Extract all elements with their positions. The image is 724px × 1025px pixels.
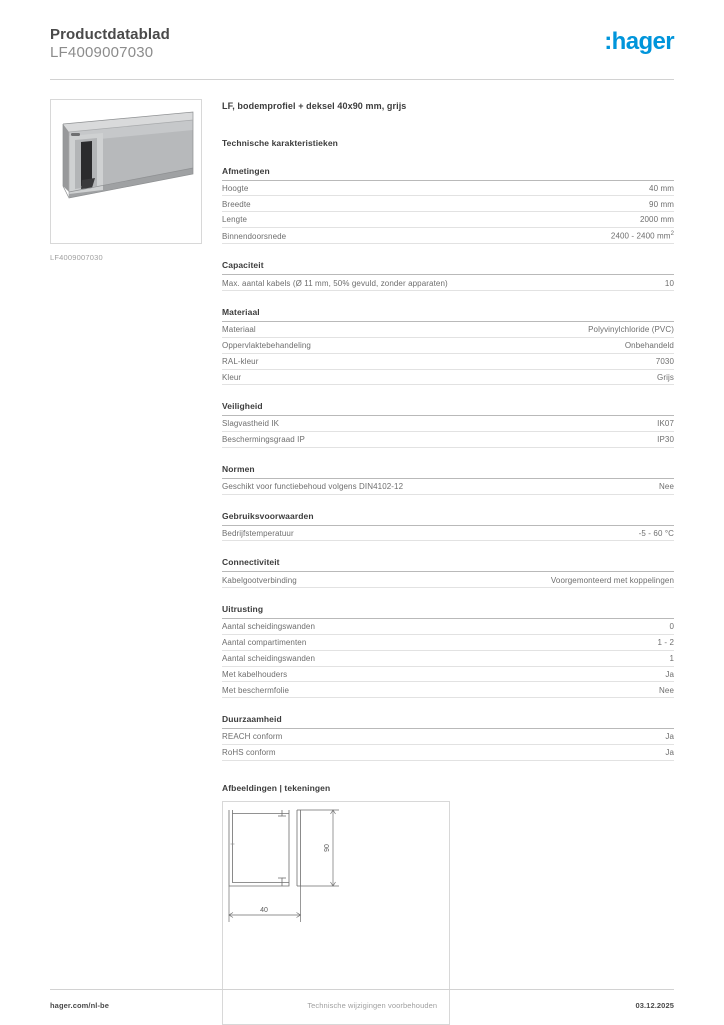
page-header [50,0,674,63]
spec-value: 1 - 2 [657,638,674,648]
spec-value-superscript: 2 [670,231,674,238]
spec-section [222,464,674,495]
spec-label: Geschikt voor functiebehoud volgens DIN4102-12 [222,482,404,492]
page-title: Productdatablad [50,26,170,43]
spec-value: -5 - 60 °C [638,528,674,538]
footer-disclaimer: Technische wijzigingen voorbehouden [307,1001,438,1010]
content-area [50,80,674,1025]
spec-row [222,416,674,432]
spec-value: 2400 - 2400 $mm^2$ [610,231,674,241]
spec-sections [222,166,674,761]
spec-value: 1 [669,653,674,663]
spec-row [222,667,674,683]
spec-label: Bedrijfstemperatuur [222,528,294,538]
spec-row [222,651,674,667]
spec-section-title: Normen [222,464,674,479]
spec-section [222,511,674,542]
product-photo [50,99,202,244]
spec-value: Ja [665,669,674,679]
spec-row [222,181,674,197]
spec-row [222,228,674,244]
spec-section-title: Duurzaamheid [222,714,674,729]
spec-section [222,166,674,245]
spec-value: IP30 [657,435,674,445]
footer-content [50,990,674,1010]
specifications-column [212,99,674,1025]
spec-row [222,370,674,386]
spec-row [222,682,674,698]
spec-value: Ja [665,748,674,758]
product-reference: LF4009007030 [50,44,154,62]
spec-section-title: Materiaal [222,307,674,322]
spec-label: RAL-kleur [222,356,259,366]
spec-row [222,275,674,291]
spec-section [222,557,674,588]
spec-value: Onbehandeld [624,341,674,351]
spec-value: Polyvinylchloride (PVC) [588,325,674,335]
product-name: LF, bodemprofiel + deksel 40x90 mm, grijs [222,100,407,111]
spec-label: RoHS conform [222,748,276,758]
spec-label: Materiaal [222,325,256,335]
spec-label: Max. aantal kabels (Ø 11 mm, 50% gevuld, zonder apparaten) [222,278,448,288]
spec-value: 0 [669,622,674,632]
technical-characteristics-heading: Technische karakteristieken [222,137,338,148]
drawings-title: Afbeeldingen | tekeningen [222,782,331,793]
title-block [50,26,170,63]
drawing-width-label: 40 [260,906,268,914]
spec-label: Aantal scheidingswanden [222,622,316,632]
drawing-height-label: 90 [324,843,331,852]
spec-label: Kleur [222,372,242,382]
spec-label: Aantal compartimenten [222,638,307,648]
spec-row [222,635,674,651]
spec-row [222,745,674,761]
spec-section-title: Veiligheid [222,401,674,416]
spec-section-title: Gebruiksvoorwaarden [222,511,674,526]
spec-label: Oppervlaktebehandeling [222,341,311,351]
spec-label: Beschermingsgraad IP [222,435,305,445]
spec-section-title: Connectiviteit [222,557,674,572]
spec-label: Slagvastheid IK [222,419,280,429]
spec-label: Lengte [222,215,248,225]
spec-value: IK07 [657,419,674,429]
spec-section-title: Uitrusting [222,604,674,619]
spec-value: Ja [665,732,674,742]
spec-section-title: Afmetingen [222,166,674,181]
spec-section [222,604,674,698]
page-footer [50,989,674,1010]
spec-value: 10 [664,278,674,288]
spec-row [222,196,674,212]
spec-label: Met kabelhouders [222,669,288,679]
spec-value: 2000 mm [639,215,674,225]
spec-section [222,307,674,385]
spec-value: Grijs [657,372,674,382]
spec-label: Kabelgootverbinding [222,575,297,585]
spec-value: Nee [659,685,674,695]
spec-label: REACH conform [222,732,283,742]
spec-section [222,260,674,291]
spec-section [222,714,674,761]
spec-section [222,401,674,448]
spec-value: Voorgemonteerd met koppelingen [550,575,674,585]
product-photo-caption: LF4009007030 [50,252,103,262]
spec-row [222,479,674,495]
spec-row [222,212,674,228]
footer-date: 03.12.2025 [635,1001,674,1010]
footer-website[interactable]: hager.com/nl-be [50,1001,110,1010]
spec-label: Binnendoorsnede [222,231,287,241]
spec-label: Met beschermfolie [222,685,290,695]
spec-value: 7030 [655,356,674,366]
spec-value: Nee [659,482,674,492]
product-image-column [50,99,212,1025]
spec-row [222,572,674,588]
spec-label: Breedte [222,199,251,209]
spec-value: 90 mm [649,199,674,209]
hager-logo: :hager [604,28,674,55]
spec-row [222,526,674,542]
spec-row [222,338,674,354]
spec-row [222,729,674,745]
spec-label: Aantal scheidingswanden [222,653,316,663]
spec-section-title: Capaciteit [222,260,674,275]
spec-row [222,322,674,338]
spec-value: 40 mm [649,183,674,193]
spec-label: Hoogte [222,183,249,193]
spec-row [222,432,674,448]
spec-row [222,619,674,635]
spec-row [222,354,674,370]
trunking-profile-photo-icon [51,100,201,243]
